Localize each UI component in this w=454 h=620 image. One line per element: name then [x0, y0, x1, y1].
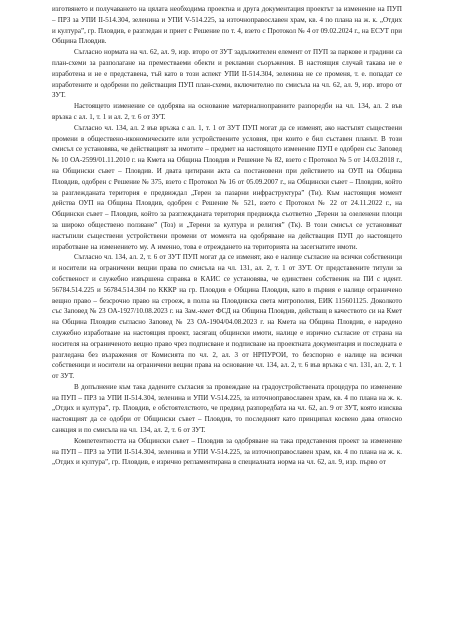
paragraph-project-acceptance: изготвянето и получаването на цялата необходима проектна и друга документация проектът за изменение на ПУП – ПРЗ за УПИ II-514.304, зеленина и УПИ V-514.225, за източноправославен храм, кв. 4 по плана на ж. к. „Отдих и култура”, гр. Пловдив, е разгледан и приет с Решение по т. 4, взето с Протокол № 4 от 09.02.2024 г., на ЕСУТ при Община Пловдив.: [52, 5, 402, 46]
paragraph-owner-consent: Съгласно чл. 134, ал. 2, т. 6 от ЗУТ ПУП могат да се изменят, ако е налице съгласие на всички собственици и носители на ограничени вещни права по смисъла на чл. 131, ал. 2, т. 1 от ЗУТ. От представените титули за собственост и служебно извършена справка в КАИС се установява, че единствен собственик на ПИ с идент. 56784.514.225 и 56784.514.304 по КККР на гр. Пловдив е Община Пловдив, като в първия е налице ограничено вещно право – безсрочно право на строеж, в полза на Пловдивска света митрополия, ЕИК 115601125. Доколкото със Заповед № 23 ОА-1927/10.08.2023 г. на Зам.-кмет ФСД на Община Пловдив, действащ в качеството си на Кмет на Община Пловдив съгласно Заповед № 23 ОА-1904/04.08.2023 г. на Кмета на Община Пловдив, е наредено служебно изработване на настоящия проект, засягащ общински имоти, налице е изрично съгласие от страна на носителя на ограниченото вещно право чрез подписване и подписване на проектната документация и последната е разгледана без възражения от Комисията по чл. 2, ал. 3 от НРПУРОИ, то безспорно е налице на всички собственици и носители на ограничени вещни права на основание чл. 134, ал. 2, т. 6 във връзка с чл. 131, ал. 2, т. 1 от ЗУТ.: [52, 253, 402, 381]
paragraph-substantial-changes: Съгласно чл. 134, ал. 2 във връзка с ал. 1, т. 1 от ЗУТ ПУП могат да се изменят, ако настъпят съществени промени в обществено-икономическите или устройствените условия, при които е бил съставен планът. В този смисъл се установява, че действащият за имотите – предмет на настоящото изменение ПУП е одобрен със Заповед № 10 ОА-2599/01.11.2010 г. на Кмета на Община Пловдив и Решение № 82, взето с Протокол № 5 от 14.03.2018 г., на Общински съвет – Пловдив. И двата цитирани акта са постановени при действието на ОУП на Община Пловдив, одобрен с Решение № 375, взето с Протокол № 16 от 05.09.2007 г., на Общински съвет – Пловдив, който за разглежданата територия е предвиждал „Терен за пазарни инфраструктура” (Ти). Към настоящия момент действа ОУП на Община Пловдив, одобрен с Решение № 521, взето с Протокол № 22 от 24.11.2022 г., на Общински съвет – Пловдив, който за разглежданата територия предвижда съответно „Терени за озеленени площи за широко обществено ползване” (Тоз) и „Терени за култура и религия” (Тк). В този смисъл се установяват настъпили съществени устройствени промени от момента на одобряване на действащия ПУП до настоящето изработване на изменението му. А именно, това е отреждането на територията на засегнатите имоти.: [52, 123, 402, 251]
paragraph-legal-basis: Настоящето изменение се одобрява на основание материалноправните разпоредби на чл. 134, ал. 2 във връзка с ал. 1, т. 1 и ал. 2, т. 6 от ЗУТ.: [52, 102, 402, 121]
paragraph-additional-consent: В допълнение към така дадените съгласия за провеждане на градоустройствената процедура по изменение на ПУП – ПРЗ за УПИ II-514.304, зеленина и УПИ V-514.225, за източноправославен храм, кв. 4 по плана на ж. к. „Отдих и култура”, гр. Пловдив, е обстоятелството, че предвид разпоредбата на чл. 62, ал. 9 от ЗУТ, която изисква настоящият да се одобри от Общински съвет – Пловдив, то последният като принципал косвено дава относно санкция и по смисъла на чл. 134, ал. 2, т. 6 от ЗУТ.: [52, 382, 402, 435]
paragraph-art62-norm: Съгласно нормата на чл. 62, ал. 9, изр. второ от ЗУТ задължителен елемент от ПУП за паркове и градини са план-схеми за разполагане на преместваеми обекти и рекламни съоръжения. В настоящия случай такава не е изработена и не е представена, тъй като в този аспект УПИ II-514.304, зеленина не се променя, т. е. попадат се изработените и одобрени по действащия ПУП план-схеми, включително по смисъла на чл. 62, ал. 9, изр. второ от ЗУТ.: [52, 48, 402, 100]
paragraph-council-competence: Компетентността на Общински съвет – Пловдив за одобряване на така представения проект за изменение на ПУП – ПРЗ за УПИ II-514.304, зеленина и УПИ V-514.225, за източноправославен храм, кв. 4 по плана на ж. к. „Отдих и култура”, гр. Пловдив, е изрично регламентирана в специалната норма на чл. 62, ал. 9, изр. първо от: [52, 436, 402, 467]
